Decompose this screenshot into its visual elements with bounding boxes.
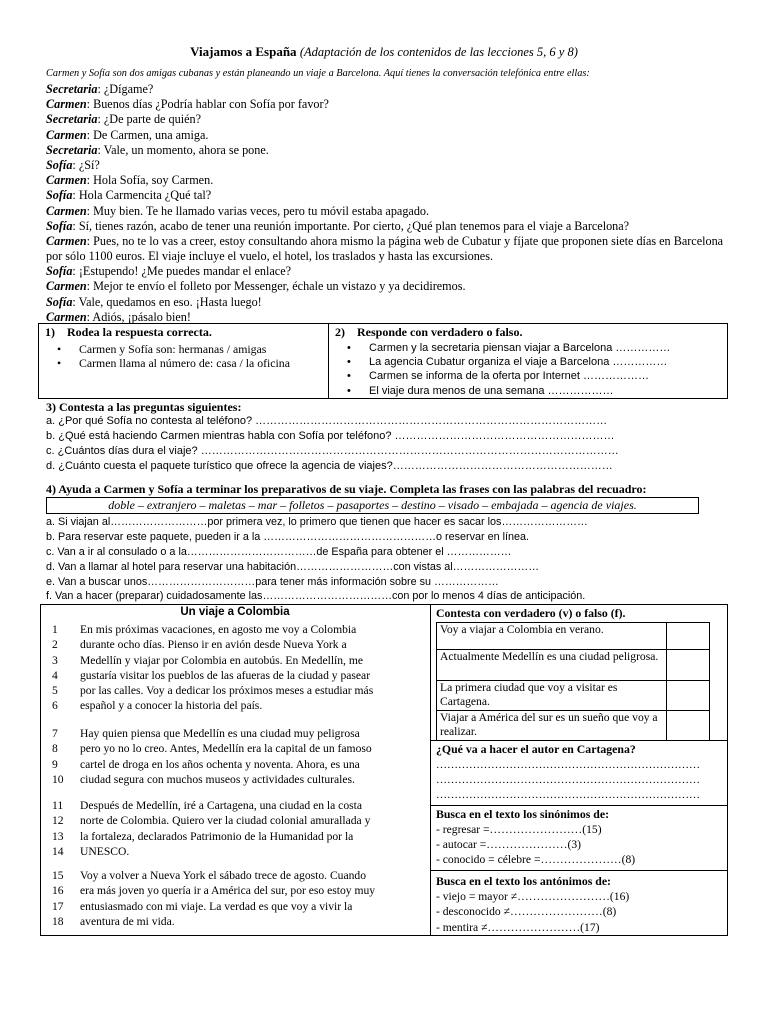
list-item: • Carmen llama al número de: casa / la oficina [39,356,328,370]
exercise-2-list [329,341,727,398]
line-number: 5 [52,684,58,698]
line-text: : Hola Carmencita ¿Qué tal? [72,188,212,203]
line-text: : Vale, un momento, ahora se pone. [97,142,269,157]
word-box: doble – extranjero – maletas – mar – folletos – pasaportes – destino – visado – embajada – agencia de viajes. [46,497,699,514]
text-line: Medellín y viajar por Colombia en autobús. En Medellín, me [80,653,364,667]
dialogue-line [46,295,726,310]
line-number: 7 [52,727,58,740]
speaker: Secretaria [46,112,98,127]
antonym-item: - mentira ≠……………………(17) [436,920,600,934]
text-line: pero yo no lo creo. Antes, Medellín era la capital de un famoso [80,742,372,756]
text-line: En mis próximas vacaciones, en agosto me voy a Colombia [80,623,357,636]
title-sub: (Adaptación de los contenidos de las lecciones 5, 6 y 8) [299,45,578,59]
answer-line: ……………………………………………………………… [436,759,700,771]
vf-answer-cell[interactable] [667,711,710,741]
exercise-2-header [329,324,727,340]
sentence-a: a. Si viajan al………………………por primera vez, lo primero que tienen que hacer es sacar los…………………… [46,516,588,528]
dialogue-line [46,128,726,143]
table-row [437,711,710,741]
line-text: : Mejor te envío el folleto por Messenger, échale un vistazo y ya decidiremos. [86,279,466,294]
question-b: b. ¿Qué está haciendo Carmen mientras habla con Sofía por teléfono? …………………………………………………… [46,430,615,442]
speaker: Carmen [46,97,87,112]
speaker: Carmen [46,233,87,248]
dialogue-line [46,204,726,219]
question-a: a. ¿Por qué Sofía no contesta al teléfono? …………………………………………………………………………………… [46,415,608,427]
text-line: cartel de droga en los años ochenta y noventa. Ahora, es una [80,757,360,771]
line-number: 10 [52,772,64,786]
exercise-2-number: 2) [335,325,345,339]
dialogue-line [46,143,726,158]
list-item: • Carmen y Sofía son: hermanas / amigas [39,342,328,356]
sentence-d: d. Van a llamar al hotel para reservar una habitación………………………con vistas al…………………… [46,561,540,573]
line-number: 18 [52,914,64,928]
line-text: : Pues, no te lo vas a creer, estoy consultando ahora mismo la página web de Cubatur y fíjate que proponen siete días en Barcelona por sólo 1100 euros. El viaje incluye el vuelo, el hotel, los traslados y hasta las excursiones. [46,233,724,264]
dialogue-line [46,97,726,112]
line-number: 15 [52,869,64,882]
line-number: 11 [52,799,64,812]
speaker: Carmen [46,309,87,324]
dialogue-line [46,219,726,234]
line-text: : Muy bien. Te he llamado varias veces, pero tu móvil estaba apagado. [86,203,430,218]
vf-statement: Voy a viajar a Colombia en verano. [437,623,667,650]
line-number: 3 [52,653,58,667]
answer-line: ……………………………………………………………… [436,774,700,786]
list-item: • La agencia Cubatur organiza el viaje a Barcelona …………… [329,355,727,369]
line-text: : ¿Dígame? [97,82,154,96]
paragraph-3 [52,798,428,859]
list-item: • El viaje dura menos de una semana ……………… [329,384,727,398]
title-main: Viajamos a España [190,44,297,59]
vf-statement: Viajar a América del sur es un sueño que voy a realizar. [437,711,667,741]
text-line: UNESCO. [80,844,130,858]
speaker: Sofía [46,218,73,233]
speaker: Carmen [46,173,87,188]
sentence-e: e. Van a buscar unos…………………………para tener más información sobre su ……………… [46,576,499,588]
question-c: c. ¿Cuántos días dura el viaje? …………………………………………………………………………………………………… [46,445,619,457]
sentence-b: b. Para reservar este paquete, pueden ir a la …………………………………………o reservar en línea. [46,531,530,543]
line-text: : Buenos días ¿Podría hablar con Sofía por favor? [86,97,329,112]
text-line: Después de Medellín, iré a Cartagena, una ciudad en la costa [80,799,363,812]
table-row [437,623,710,650]
line-number: 13 [52,829,64,843]
synonyms-list [436,822,635,867]
line-text: : Sí, tienes razón, acabo de tener una reunión importante. Por cierto, ¿Qué plan tenemos para el viaje a Barcelona? [72,218,630,233]
sentence-c: c. Van a ir al consulado o a la………………………………de España para obtener el ……………… [46,546,512,558]
vf-table [436,622,710,741]
speaker: Carmen [46,127,87,142]
text-line: la fortaleza, declarados Patrimonio de la Humanidad por la [80,829,354,843]
line-text: : ¿Sí? [72,157,100,172]
question-d: d. ¿Cuánto cuesta el paquete turístico que ofrece la agencia de viajes?…………………………………………………… [46,460,613,472]
dialogue-line [46,188,726,203]
speaker: Secretaria [46,142,98,157]
text-line: ciudad segura con muchos museos y actividades culturales. [80,772,355,786]
vf-answer-cell[interactable] [667,650,710,681]
synonyms-title: Busca en el texto los sinónimos de: [436,807,610,821]
dialogue-line [46,112,726,127]
text-line: durante ocho días. Pienso ir en avión desde Nueva York a [80,638,347,652]
speaker: Sofía [46,264,73,279]
exercise-4-title: 4) Ayuda a Carmen y Sofía a terminar los preparativos de su viaje. Completa las frases con las palabras del recuadro: [46,482,647,496]
text-line: era más joven yo quería ir a América del sur, por eso estoy muy [80,884,376,898]
dialogue-line [46,279,726,294]
text-line: gustaría visitar los pueblos de las afueras de la ciudad y pasear [80,668,371,682]
text-line: norte de Colombia. Quiero ver la ciudad colonial amurallada y [80,814,371,828]
synonym-item: - autocar =…………………(3) [436,838,581,851]
line-text: : Adiós, ¡pásalo bien! [86,309,191,324]
line-number: 17 [52,899,64,913]
line-text: : Vale, quedamos en eso. ¡Hasta luego! [72,294,262,309]
exercise-3-title: 3) Contesta a las preguntas siguientes: [46,400,242,414]
speaker: Carmen [46,279,87,294]
text-line: por las calles. Voy a dedicar los próximos meses a estudiar más [80,684,374,698]
line-number: 16 [52,884,64,898]
antonym-item: - viejo = mayor ≠……………………(16) [436,890,630,903]
text-line: aventura de mi vida. [80,914,175,928]
exercise-1-title: Rodea la respuesta correcta. [67,325,212,339]
line-text: : Hola Sofía, soy Carmen. [86,173,214,188]
dialogue-line [46,234,726,264]
divider [430,805,728,806]
vf-title: Contesta con verdadero (v) o falso (f). [436,606,626,620]
page-title [0,44,768,60]
vf-answer-cell[interactable] [667,681,710,711]
cartagena-question: ¿Qué va a hacer el autor en Cartagena? [436,742,636,756]
text-line: Hay quien piensa que Medellín es una ciudad muy peligrosa [80,727,360,740]
line-number: 1 [52,623,58,636]
line-number: 4 [52,668,58,682]
speaker: Sofía [46,188,73,203]
line-text: : ¿De parte de quién? [97,112,201,127]
antonym-item: - desconocido ≠……………………(8) [436,905,617,919]
dialogue-line [46,158,726,173]
exercise-2-box [328,323,728,399]
line-number: 9 [52,757,58,771]
exercise-1-list [39,342,328,370]
speaker: Sofía [46,294,73,309]
line-number: 8 [52,742,58,756]
line-number: 14 [52,844,64,858]
list-item: • Carmen y la secretaria piensan viajar a Barcelona …………… [329,341,727,355]
line-number: 12 [52,814,64,828]
synonym-item: - conocido = célebre =…………………(8) [436,853,636,866]
line-number: 6 [52,699,58,713]
exercise-1-header [39,324,328,340]
dialogue [46,82,726,325]
answer-lines [436,758,724,803]
sentence-f: f. Van a hacer (preparar) cuidadosamente las………………………………con por lo menos 4 días de anticipación. [46,590,586,602]
paragraph-2 [52,726,428,787]
exercise-1-number: 1) [45,325,55,339]
list-item: • Carmen se informa de la oferta por Internet ……………… [329,369,727,383]
column-divider [430,604,431,936]
dialogue-line [46,264,726,279]
text-line: entusiasmado con mi viaje. La verdad es que voy a vivir la [80,899,353,913]
text-line: Voy a volver a Nueva York el sábado trece de agosto. Cuando [80,869,367,882]
line-text: : ¡Estupendo! ¿Me puedes mandar el enlace? [72,264,292,279]
vf-statement: La primera ciudad que voy a visitar es Cartagena. [437,681,667,711]
antonyms-title: Busca en el texto los antónimos de: [436,874,611,888]
vf-statement: Actualmente Medellín es una ciudad peligrosa. [437,650,667,681]
speaker: Secretaria [46,82,98,96]
answer-line: ……………………………………………………………… [436,789,700,801]
intro-text: Carmen y Sofía son dos amigas cubanas y están planeando un viaje a Barcelona. Aquí tienes la conversación telefónica entre ellas: [46,68,590,79]
paragraph-1 [52,622,428,714]
divider [430,870,728,871]
exercise-2-title: Responde con verdadero o falso. [357,325,523,339]
speaker: Carmen [46,203,87,218]
dialogue-line [46,82,726,97]
dialogue-line [46,173,726,188]
line-number: 2 [52,638,58,652]
table-row [437,650,710,681]
exercise-1-box [38,323,329,399]
divider [430,740,728,741]
line-text: : De Carmen, una amiga. [86,127,209,142]
table-row [437,681,710,711]
synonym-item: - regresar =……………………(15) [436,823,602,836]
vf-answer-cell[interactable] [667,623,710,650]
speaker: Sofía [46,157,73,172]
text-line: español y a conocer la historia del país. [80,699,263,713]
reading-title: Un viaje a Colombia [180,606,290,618]
paragraph-4 [52,868,428,929]
antonyms-list [436,889,629,935]
